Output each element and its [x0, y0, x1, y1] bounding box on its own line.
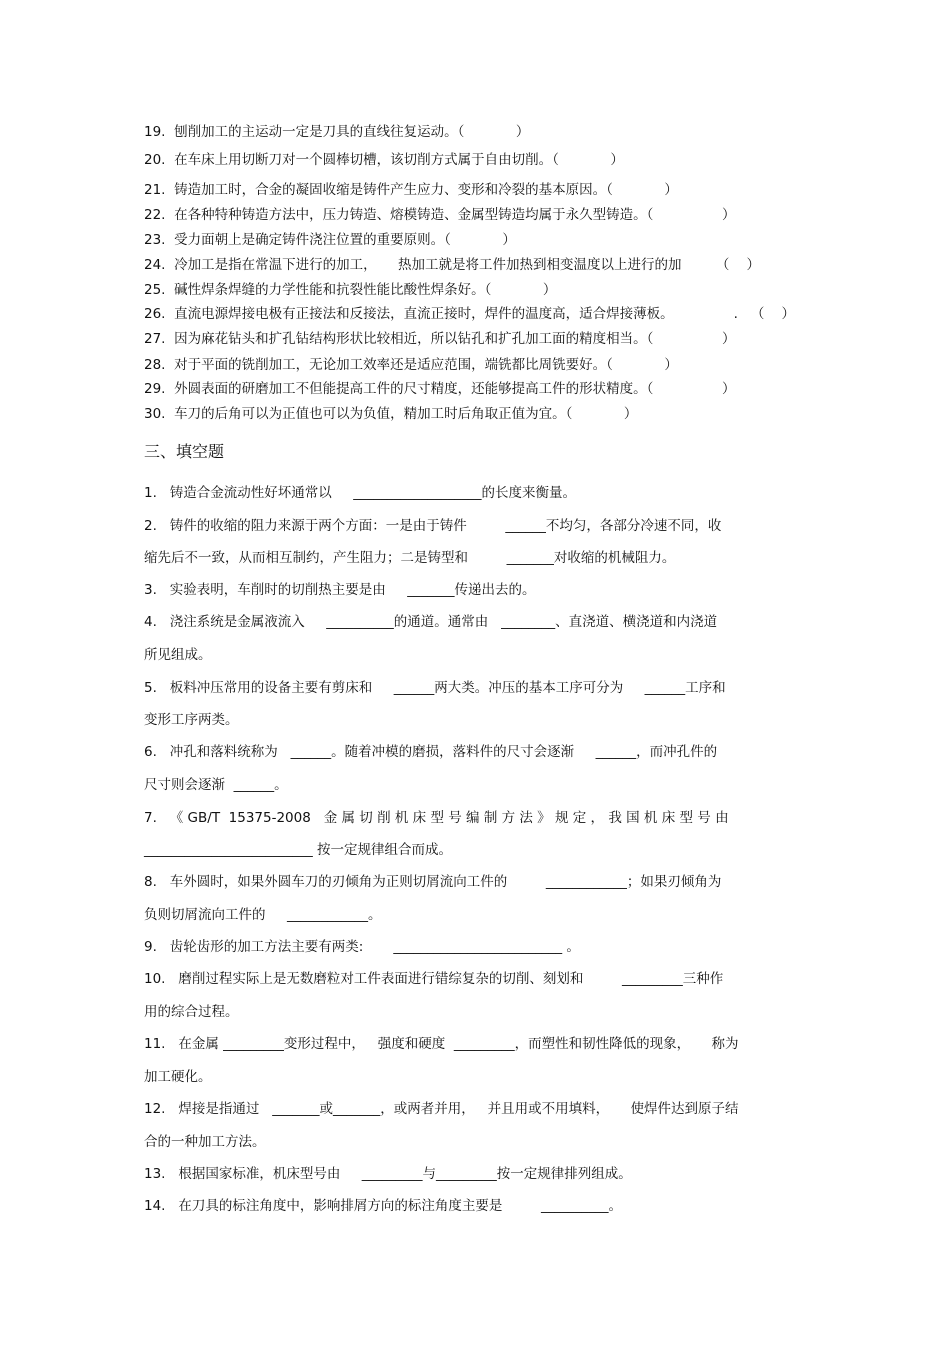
fill-line: 尺寸则会逐渐 ______。 — [144, 777, 288, 793]
question-28 — [144, 356, 678, 374]
question-text: 刨削加工的主运动一定是刀具的直线往复运动。（ ） — [174, 124, 530, 140]
fill-line: 所见组成。 — [144, 647, 212, 663]
fill-line: 加工硬化。 — [144, 1069, 212, 1085]
question-text: 在车床上用切断刀对一个圆棒切槽，该切削方式属于自由切削。（ ） — [174, 152, 624, 168]
question-26 — [144, 305, 795, 323]
fill-line: 1. 铸造合金流动性好坏通常以 ___________________的长度来衡量。 — [144, 485, 576, 501]
question-text: 因为麻花钻头和扩孔钻结构形状比较相近，所以钻孔和扩孔加工面的精度相当。（ ） — [174, 331, 736, 347]
question-number: 30. — [144, 406, 166, 422]
question-number: 24. — [144, 257, 166, 273]
question-number: 21. — [144, 182, 166, 198]
fill-line: 13. 根据国家标准，机床型号由 _________与_________按一定规律排列组成。 — [144, 1166, 632, 1182]
question-text: 碱性焊条焊缝的力学性能和抗裂性能比酸性焊条好。（ ） — [174, 282, 557, 298]
fill-line: 负则切屑流向工件的 ____________。 — [144, 907, 382, 923]
section-title: 三、填空题 — [144, 442, 225, 461]
question-text: 冷加工是指在常温下进行的加工， 热加工就是将工件加热到相变温度以上进行的加 （ ） — [174, 257, 761, 273]
fill-line: 变形工序两类。 — [144, 712, 239, 728]
fill-line: 4. 浇注系统是金属液流入 __________的通道。通常由 ________、直浇道、横浇道和内浇道 — [144, 614, 718, 630]
question-20 — [144, 151, 624, 169]
question-19 — [144, 123, 529, 141]
question-text: 车刀的后角可以为正值也可以为负值，精加工时后角取正值为宜。（ ） — [174, 406, 638, 422]
fill-line: 7. 《 GB/T 15375-2008 金 属 切 削 机 床 型 号 编 制 方 法 》 规 定 ， 我 国 机 床 型 号 由 — [144, 810, 729, 826]
question-25 — [144, 281, 556, 299]
question-number: 25. — [144, 282, 166, 298]
question-27 — [144, 330, 736, 348]
question-text: 对于平面的铣削加工，无论加工效率还是适应范围，端铣都比周铣要好。（ ） — [174, 357, 678, 373]
question-number: 29. — [144, 381, 166, 397]
question-number: 28. — [144, 357, 166, 373]
fill-line: 12. 焊接是指通过 _______或_______，或两者并用， 并且用或不用填料， 使焊件达到原子结 — [144, 1101, 739, 1117]
question-number: 23. — [144, 232, 166, 248]
question-text: 外圆表面的研磨加工不但能提高工件的尺寸精度，还能够提高工件的形状精度。（ ） — [174, 381, 736, 397]
fill-line: 14. 在刀具的标注角度中，影响排屑方向的标注角度主要是 __________。 — [144, 1198, 622, 1214]
question-number: 19. — [144, 124, 166, 140]
fill-line: 8. 车外圆时，如果外圆车刀的刃倾角为正则切屑流向工件的 ____________；如果刃倾角为 — [144, 874, 722, 890]
fill-line: 5. 板料冲压常用的设备主要有剪床和 ______两大类。冲压的基本工序可分为 ______工序和 — [144, 680, 726, 696]
question-23 — [144, 231, 516, 249]
fill-line: 6. 冲孔和落料统称为 ______。随着冲模的磨损，落料件的尺寸会逐渐 ______，而冲孔件的 — [144, 744, 718, 760]
fill-line: 用的综合过程。 — [144, 1004, 239, 1020]
question-22 — [144, 206, 736, 224]
fill-line: 10. 磨削过程实际上是无数磨粒对工件表面进行错综复杂的切削、刻划和 _________三种作 — [144, 971, 724, 987]
question-29 — [144, 380, 736, 398]
question-number: 27. — [144, 331, 166, 347]
fill-line: _________________________ 按一定规律组合而成。 — [144, 842, 453, 858]
question-number: 26. — [144, 306, 166, 322]
question-number: 22. — [144, 207, 166, 223]
question-number: 20. — [144, 152, 166, 168]
fill-line: 缩先后不一致，从而相互制约，产生阻力；二是铸型和 _______对收缩的机械阻力。 — [144, 550, 676, 566]
question-text: 直流电源焊接电极有正接法和反接法，直流正接时，焊件的温度高，适合焊接薄板。 . （ ） — [174, 306, 795, 322]
question-30 — [144, 405, 637, 423]
fill-line: 11. 在金属 _________变形过程中， 强度和硬度 _________，而塑性和韧性降低的现象， 称为 — [144, 1036, 739, 1052]
fill-line: 2. 铸件的收缩的阻力来源于两个方面：一是由于铸件 ______不均匀，各部分冷速不同，收 — [144, 518, 722, 534]
fill-line: 合的一种加工方法。 — [144, 1134, 266, 1150]
question-text: 受力面朝上是确定铸件浇注位置的重要原则。（ ） — [174, 232, 516, 248]
question-text: 铸造加工时，合金的凝固收缩是铸件产生应力、变形和冷裂的基本原因。（ ） — [174, 182, 678, 198]
question-24 — [144, 256, 760, 274]
question-21 — [144, 181, 678, 199]
fill-line: 3. 实验表明，车削时的切削热主要是由 _______传递出去的。 — [144, 582, 536, 598]
question-text: 在各种特种铸造方法中，压力铸造、熔模铸造、金属型铸造均属于永久型铸造。（ ） — [174, 207, 736, 223]
fill-line: 9. 齿轮齿形的加工方法主要有两类: _________________________ 。 — [144, 939, 580, 955]
